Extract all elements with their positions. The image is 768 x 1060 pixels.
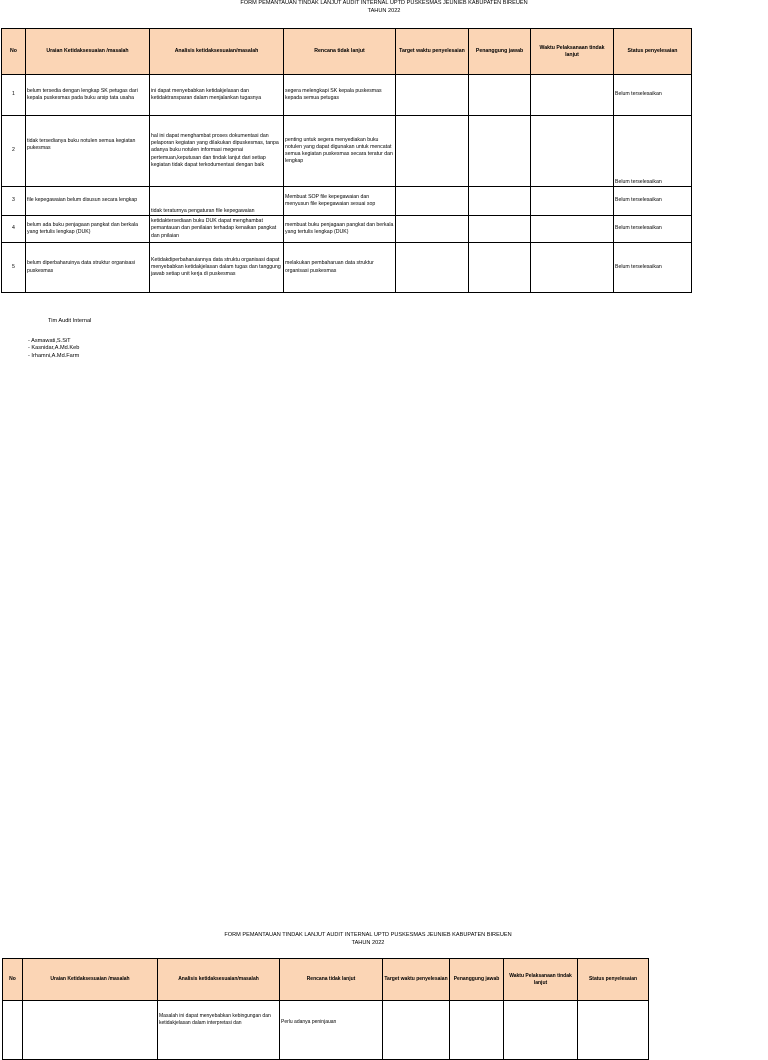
cell-rencana: melakukan pembaharuan data struktur organisasi puskesmas [284, 243, 396, 293]
header-row [2, 29, 692, 75]
cell-target [396, 116, 469, 187]
cell-no: 5 [2, 243, 26, 293]
cell-status: Belum terselesaikan [614, 75, 692, 116]
col-header-rencana: Rencana tidak lanjut [280, 959, 383, 1001]
cell-no: 2 [2, 116, 26, 187]
signature-member: - Kasnidar,A.Md.Keb [28, 345, 80, 352]
col-header-waktu: Waktu Pelaksanaan tindak lanjut [504, 959, 578, 1001]
cell-target [396, 75, 469, 116]
cell-analisis: ketidaktersediaan buku DUK dapat menghambat pemantauan dan penilaian terhadap kenaikan pangkat dan pnilaian [150, 216, 284, 243]
cell-status: Belum terselesaikan [614, 116, 692, 187]
form-title [0, 0, 768, 15]
cell-waktu [504, 1001, 578, 1060]
cell-uraian: tidak tersedianya buku notulen semua kegiatan pukesmas [26, 116, 150, 187]
cell-penanggung-jawab [469, 116, 531, 187]
col-header-no: No [3, 959, 23, 1001]
table-row [2, 216, 692, 243]
cell-waktu [531, 187, 614, 216]
cell-uraian [23, 1001, 158, 1060]
col-header-status: Status penyelesaian [614, 29, 692, 75]
table-row [3, 1001, 649, 1060]
table-row [2, 243, 692, 293]
col-header-status: Status penyelesaian [578, 959, 649, 1001]
cell-status: Belum terselesaikan [614, 243, 692, 293]
col-header-uraian: Uraian Ketidaksesuaian /masalah [23, 959, 158, 1001]
signature-member: - Irhamni,A.Md.Farm [28, 352, 80, 359]
form-title-page2 [0, 932, 752, 947]
cell-rencana: segera melengkapi SK kepala puskesmas kepada semua petugas [284, 75, 396, 116]
cell-penanggung-jawab [469, 187, 531, 216]
cell-analisis: Ketidakdiperbaharuiannya data struktu organisasi dapat menyebabkan ketidakjelasan dalam tugas dan tanggung jawab setiap unit kerja di puskesmas [150, 243, 284, 293]
cell-penanggung-jawab [469, 216, 531, 243]
cell-status: Belum terselesaikan [614, 216, 692, 243]
cell-waktu [531, 75, 614, 116]
col-header-no: No [2, 29, 26, 75]
cell-waktu [531, 243, 614, 293]
cell-penanggung-jawab [469, 75, 531, 116]
col-header-analisis: Analisis ketidaksesuaian/masalah [158, 959, 280, 1001]
cell-target [396, 243, 469, 293]
cell-waktu [531, 116, 614, 187]
cell-waktu [531, 216, 614, 243]
cell-uraian: file kepegawaian belum disusun secara lengkap [26, 187, 150, 216]
cell-no: 3 [2, 187, 26, 216]
cell-penanggung-jawab [469, 243, 531, 293]
col-header-waktu: Waktu Pelaksanaan tindak lanjut [531, 29, 614, 75]
cell-no [3, 1001, 23, 1060]
col-header-penanggung-jawab: Penanggung jawab [469, 29, 531, 75]
form-title-line1: FORM PEMANTAUAN TINDAK LANJUT AUDIT INTERNAL UPTD PUSKESMAS JEUNIEB KABUPATEN BIREUEN [240, 0, 528, 6]
cell-rencana: membuat buku penjagaan pangkat dan berkala yang tertulis lengkap (DUK) [284, 216, 396, 243]
cell-analisis: hal ini dapat menghambat proses dokumentasi dan pelaporan kegiatan yang dilakukan dipuskesmas, tanpa adanya buku notulen informasi megenai pertemuan,keputusan dan tindak lanjut dari setiap kegiatan tidak dapat terkodumentasi dengan baik [150, 116, 284, 187]
audit-followup-table-page2 [2, 958, 649, 1060]
signature-list [28, 338, 79, 360]
cell-rencana: Membuat SOP file kepegawaian dan menyusun file kepegawaian sesuai sop [284, 187, 396, 216]
cell-no: 1 [2, 75, 26, 116]
cell-uraian: belum ada buku penjagaan pangkat dan berkala yang tertulis lengkap (DUK) [26, 216, 150, 243]
cell-penanggung-jawab [450, 1001, 504, 1060]
cell-status [578, 1001, 649, 1060]
table-row [2, 116, 692, 187]
cell-analisis: tidak teraturnya pengaturan file kepegawaian [150, 187, 284, 216]
cell-target [383, 1001, 450, 1060]
col-header-rencana: Rencana tidak lanjut [284, 29, 396, 75]
signature-member: - Asmawati,S.SiT [28, 338, 71, 344]
cell-analisis: Masalah ini dapat menyebabkan kebingungan dan ketidakjelasan dalam interpretasi dan [158, 1001, 280, 1060]
header-row [3, 959, 649, 1001]
col-header-penanggung-jawab: Penanggung jawab [450, 959, 504, 1001]
cell-uraian: belum diperbaharuinya data struktur organisasi puskesmas [26, 243, 150, 293]
form-title-line2: TAHUN 2022 [351, 939, 385, 946]
cell-target [396, 187, 469, 216]
cell-status: Belum terselesaikan [614, 187, 692, 216]
cell-no: 4 [2, 216, 26, 243]
form-title-line2: TAHUN 2022 [367, 7, 401, 14]
col-header-target: Target waktu penyelesaian [383, 959, 450, 1001]
signature-heading: Tim Audit Internal [48, 318, 92, 324]
form-title-line1: FORM PEMANTAUAN TINDAK LANJUT AUDIT INTERNAL UPTD PUSKESMAS JEUNIEB KABUPATEN BIREUEN [224, 932, 512, 938]
cell-rencana: penting untuk segera menyediakan buku notulen yang dapat digunakan untuk mencatat semua kegiatan puskesmas secara teratur dan lengkap [284, 116, 396, 187]
table-row [2, 187, 692, 216]
audit-followup-table [1, 28, 692, 293]
cell-target [396, 216, 469, 243]
table-row [2, 75, 692, 116]
col-header-target: Target waktu penyelesaian [396, 29, 469, 75]
col-header-uraian: Uraian Ketidaksesuaian /masalah [26, 29, 150, 75]
cell-analisis: ini dapat menyebabkan ketidakjelasan dan ketidaktransparan dalam menjalankan tugasnya [150, 75, 284, 116]
col-header-analisis: Analisis ketidaksesuaian/masalah [150, 29, 284, 75]
cell-rencana: Perlu adanya peninjauan [280, 1001, 383, 1060]
cell-uraian: belum tersedia dengan lengkap SK petugas dari kepala puskesmas pada buku arsip tata usaha [26, 75, 150, 116]
